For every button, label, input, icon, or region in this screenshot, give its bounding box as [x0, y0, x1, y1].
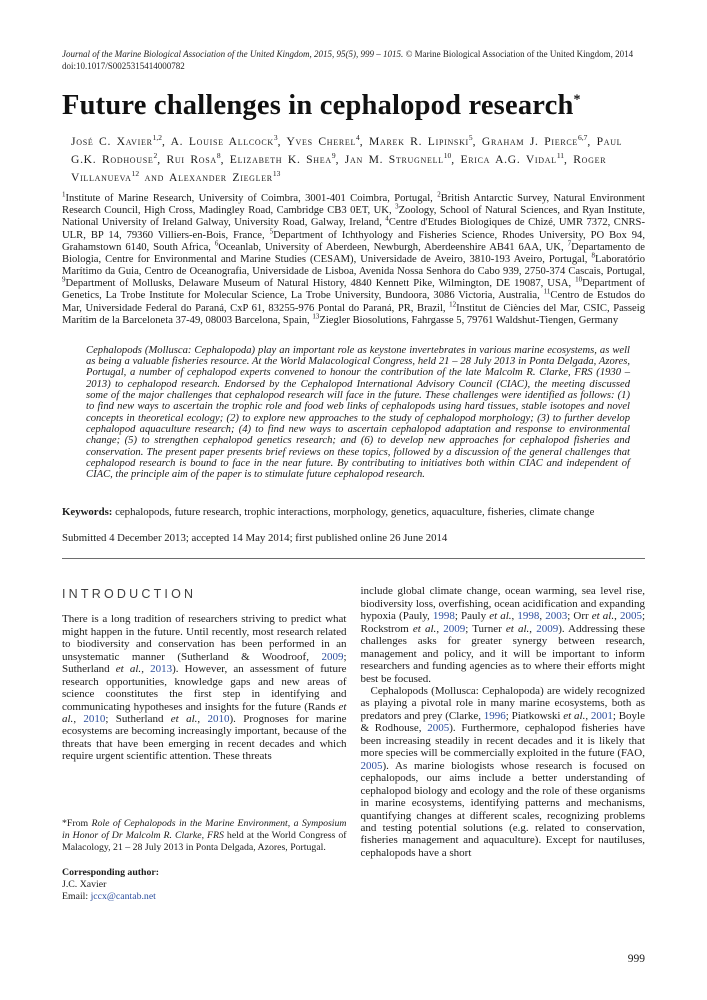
- text-segment: , Graham J. Pierce: [472, 135, 578, 149]
- right-column: [361, 585, 646, 903]
- citation-link[interactable]: 2001: [590, 709, 613, 722]
- text-segment: Institute of Marine Research, University of Coimbra, 3001-401 Coimbra, Portugal,: [65, 193, 438, 205]
- text-segment: ; Pauly: [454, 610, 490, 623]
- text-segment: , Roger Villanueva: [71, 153, 607, 185]
- text-segment: Email:: [62, 891, 91, 903]
- corresponding-author-name: J.C. Xavier: [62, 878, 107, 890]
- text-segment: Department of Ichthyology and Fisheries Science, Rhodes University, PO Box 94, Grahamstown 6140, South Africa,: [62, 229, 645, 253]
- text-segment: , Marek R. Lipinski: [359, 135, 469, 149]
- superscript: 10: [575, 275, 583, 284]
- text-segment: , Elizabeth K. Shea: [220, 153, 332, 167]
- affiliations: [62, 190, 646, 327]
- citation-link[interactable]: 2013: [150, 663, 173, 676]
- superscript: 2: [153, 151, 158, 161]
- keywords-label: Keywords:: [62, 506, 113, 519]
- superscript: 11: [556, 151, 565, 161]
- introduction-heading: INTRODUCTION: [62, 587, 197, 602]
- text-segment: and Alexander Ziegler: [139, 171, 273, 185]
- superscript: 5: [269, 227, 274, 236]
- text-segment: et al.: [62, 700, 347, 726]
- text-segment: ). As marine biologists whose research is focused on cephalopods, our aims include a better understanding of cephalopod biology and ecology and the role of these organisms in marine ecosystems, identifying patterns and mechanisms, quantifying changes at different scales, recognizing problems and testing potential solutions (e.g. related to conservation, fisheries management and aquaculture). Except for nautiluses, cephalopods have a short: [360, 759, 645, 859]
- text-segment: held at the World Congress of Malacology, 21 – 28 July 2013 in Ponta Delgada, Azores, Portugal.: [62, 829, 347, 853]
- text-segment: ; Boyle & Rodhouse,: [360, 709, 645, 735]
- superscript: 4: [356, 133, 360, 143]
- text-segment: José C. Xavier: [71, 135, 153, 149]
- submission-dates: Submitted 4 December 2013; accepted 14 May 2014; first published online 26 June 2014: [62, 532, 448, 545]
- text-segment: Departamento de Biologia, Centre for Environmental and Marine Studies (CESAM), Universidade de Aveiro, 3810-193 Aveiro, Portugal,: [62, 241, 646, 265]
- superscript: 5: [468, 133, 473, 143]
- text-segment: ,: [614, 610, 620, 623]
- citation-link[interactable]: 2009: [321, 650, 344, 663]
- intro-paragraph-right-1: [361, 585, 646, 685]
- superscript: 3: [395, 202, 399, 211]
- superscript: 9: [331, 151, 336, 161]
- text-segment: ). Furthermore, cephalopod fisheries have been increasing steadily in recent decades and it is likely that more species will be commercially exploited in the future (FAO,: [360, 722, 645, 760]
- superscript: 13: [312, 312, 320, 321]
- superscript: 1,2: [152, 133, 163, 143]
- text-segment: ; Orr: [567, 610, 592, 623]
- symposium-footnote: [62, 818, 347, 854]
- citation-link[interactable]: 2003: [545, 610, 568, 623]
- text-segment: Oceanlab, University of Aberdeen, Newburgh, Aberdeenshire AB41 6AA, UK,: [218, 241, 568, 253]
- citation-link[interactable]: 1998: [432, 610, 455, 623]
- text-segment: ,: [539, 610, 546, 623]
- text-segment: ). Addressing these challenges asks for greater synergy between research, management and policy, and it will be important to inform researchers and funding agencies as to where their efforts might best be focused.: [360, 622, 646, 685]
- superscript: 11: [543, 287, 551, 296]
- superscript: 12: [449, 299, 457, 308]
- section-divider: [62, 558, 645, 559]
- journal-header: [62, 48, 645, 72]
- email-link[interactable]: jccx@cantab.net: [90, 891, 156, 903]
- text-segment: ,: [529, 622, 537, 635]
- citation-link[interactable]: 2005: [360, 759, 383, 772]
- corresponding-author-email: [62, 891, 156, 902]
- superscript: 9: [62, 275, 66, 284]
- text-segment: , Paul G.K. Rodhouse: [71, 135, 623, 167]
- superscript: 8: [216, 151, 221, 161]
- intro-paragraph-right-2: [361, 685, 646, 859]
- page-number: 999: [627, 953, 645, 965]
- page-title: [62, 91, 645, 121]
- text-segment: et al.: [563, 709, 586, 722]
- superscript: 2: [437, 190, 441, 199]
- text-segment: There is a long tradition of researchers striving to predict what might happen in the future. Until recently, most research related to biodiversity and conservation has been performed in an unsystematic manner (Sutherland & Woodroof,: [62, 613, 347, 663]
- citation-link[interactable]: 1998: [517, 610, 540, 623]
- superscript: 4: [385, 214, 389, 223]
- text-segment: British Antarctic Survey, Natural Environment Research Council, High Cross, Madingley Road, Cambridge CB3 0ET, UK,: [62, 193, 645, 217]
- text-segment: ,: [436, 622, 444, 635]
- text-segment: Centre d'Etudes Biologiques de Chizé, UMR 7372, CNRS-ULR, BP 14, 79360 Villiers-en-Bois, France,: [62, 217, 645, 241]
- text-segment: , A. Louise Allcock: [162, 135, 274, 149]
- text-segment: et al.: [170, 713, 198, 726]
- text-segment: ; Sutherland: [105, 713, 171, 726]
- keywords-text: cephalopods, future research, trophic interactions, morphology, genetics, aquaculture, fisheries, climate change: [112, 506, 595, 519]
- title-footnote-marker: *: [573, 92, 581, 108]
- text-segment: ,: [197, 713, 208, 726]
- text-segment: , Jan M. Strugnell: [335, 153, 444, 167]
- superscript: 10: [443, 151, 452, 161]
- journal-name-line: Journal of the Marine Biological Association of the United Kingdom, 2015, 95(5), 999 – 1015.: [62, 49, 404, 59]
- text-segment: et al.: [115, 663, 142, 676]
- text-segment: Centro de Estudos do Mar, Universidade Federal do Paraná, CxP 61, 83255-976 Pontal do Paraná, PR, Brazil,: [62, 290, 646, 314]
- text-segment: ; Turner: [465, 622, 506, 635]
- text-segment: Department of Genetics, La Trobe Institute for Molecular Science, La Trobe University, Bundoora, 3086 Victoria, Australia,: [62, 278, 645, 302]
- superscript: 8: [591, 251, 595, 260]
- text-segment: ). Prognoses for marine ecosystems are becoming increasingly important, because of the threats that have been emerging in recent decades and which require urgent scientific attention. These threats: [62, 713, 347, 763]
- text-segment: , Rui Rosa: [157, 153, 217, 167]
- text-segment: include global climate change, ocean warming, sea level rise, biodiversity loss, overfishing, ocean acidification and expanding hypoxia (Pauly,: [360, 585, 645, 623]
- abstract: Cephalopods (Mollusca: Cephalopoda) play an important role as keystone invertebrates in various marine ecosystems, as well as being a valuable fisheries resource. At the World Malacological Congress, held 21 – 28 July 2013 in Ponta Delgada, Azores, Portugal, a number of cephalopod experts convened to honour the contribution of the late Malcolm R. Clarke, FRS (1930 – 2013) to cephalopod research. Endorsed by the Cephalopod International Advisory Council (CIAC), the meeting discussed some of the major challenges that cephalopod research will face in the future. These challenges were identified as follows: (1) to find new ways to ascertain the trophic role and food web links of cephalopods using hard tissues, stable isotopes and novel concepts in theoretical ecology; (2) to explore new approaches to the study of cephalopod morphology; (3) to further develop cephalopod aquaculture research; (4) to find new ways to ascertain cephalopod adaptation and response to environmental change; (5) to strengthen cephalopod genetics research; and (6) to develop new approaches for cephalopod fisheries and conservation. The present paper presents brief reviews on these topics, followed by a discussion of the general challenges that cephalopod research is bound to face in the near future. By contributing to initiatives both within CIAC and independent of CIAC, the principle aim of the paper is to stimulate future cephalopod research.: [86, 344, 630, 481]
- citation-link[interactable]: 2009: [443, 622, 466, 635]
- citation-link[interactable]: 2005: [427, 722, 450, 735]
- text-segment: Ziegler Biosolutions, Fahrgasse 5, 79761 Waldshut-Tiengen, Germany: [319, 314, 619, 326]
- text-segment: ,: [585, 709, 591, 722]
- superscript: 6,7: [578, 133, 588, 143]
- keywords-line: [62, 506, 645, 519]
- text-segment: et al.: [505, 622, 530, 635]
- citation-link[interactable]: 1996: [483, 709, 506, 722]
- doi-line: doi:10.1017/S0025315414000782: [62, 61, 185, 72]
- footnote-block: [62, 818, 347, 904]
- text-segment: Department of Mollusks, Delaware Museum of Natural History, 4840 Kennett Pike, Wilmington, DE 19087, USA,: [65, 278, 576, 290]
- text-segment: ; Sutherland: [62, 650, 347, 676]
- superscript: 13: [272, 169, 281, 179]
- superscript: 12: [131, 169, 140, 179]
- text-segment: et al.: [489, 610, 512, 623]
- text-segment: ,: [141, 663, 151, 676]
- text-segment: et al.: [412, 622, 437, 635]
- text-segment: , Yves Cherel: [277, 135, 357, 149]
- two-column-body: [62, 585, 645, 903]
- text-segment: Laboratório Marítimo da Guia, Centro de Oceanografia, Universidade de Lisboa, Avenida Nossa Senhora do Cabo 939, 2750-374 Cascais, Portugal,: [62, 253, 645, 278]
- text-segment: ; Rockstrom: [360, 610, 645, 635]
- text-segment: *From: [62, 817, 92, 829]
- text-segment: Zoology, School of Natural Sciences, and Ryan Institute, National University of Ireland Galway, University Road, Galway, Ireland,: [62, 205, 645, 229]
- text-segment: ,: [73, 713, 84, 726]
- author-list: [71, 133, 645, 187]
- text-segment: et al.: [591, 610, 615, 623]
- text-segment: , Erica A.G. Vidal: [451, 153, 557, 167]
- text-segment: Cephalopods (Mollusca: Cephalopoda) are widely recognized as playing a pivotal role in many marine ecosystems, both as predators and prey (Clarke,: [360, 685, 645, 722]
- citation-link[interactable]: 2010: [83, 713, 106, 726]
- superscript: 3: [273, 133, 278, 143]
- text-segment: Institut de Ciències del Mar, CSIC, Passeig Marítim de la Barceloneta 37-49, 08003 Barcelona, Spain,: [62, 302, 645, 326]
- text-segment: ,: [511, 610, 518, 623]
- citation-link[interactable]: 2010: [207, 713, 230, 726]
- left-column: [62, 585, 347, 903]
- text-segment: ; Piatkowski: [505, 709, 564, 722]
- citation-link[interactable]: 2009: [536, 622, 559, 635]
- text-segment: Role of Cephalopods in the Marine Environment, a Symposium in Honor of Dr Malcolm R. Clarke, FRS: [62, 817, 347, 841]
- superscript: 7: [567, 239, 572, 248]
- copyright-line: © Marine Biological Association of the United Kingdom, 2014: [405, 49, 634, 59]
- text-segment: ). However, an assessment of future research opportunities, knowledge gaps and new areas of science coonstitutes the first step in identifying and communicating hypotheses and insights for the future (Rands: [62, 663, 347, 713]
- title-text: Future challenges in cephalopod research: [62, 90, 574, 122]
- intro-paragraph-left: [62, 613, 347, 762]
- corresponding-author-label: Corresponding author:: [62, 866, 159, 878]
- superscript: 1: [62, 190, 66, 199]
- citation-link[interactable]: 2005: [619, 610, 642, 623]
- corresponding-author-block: [62, 867, 347, 904]
- superscript: 6: [214, 239, 219, 248]
